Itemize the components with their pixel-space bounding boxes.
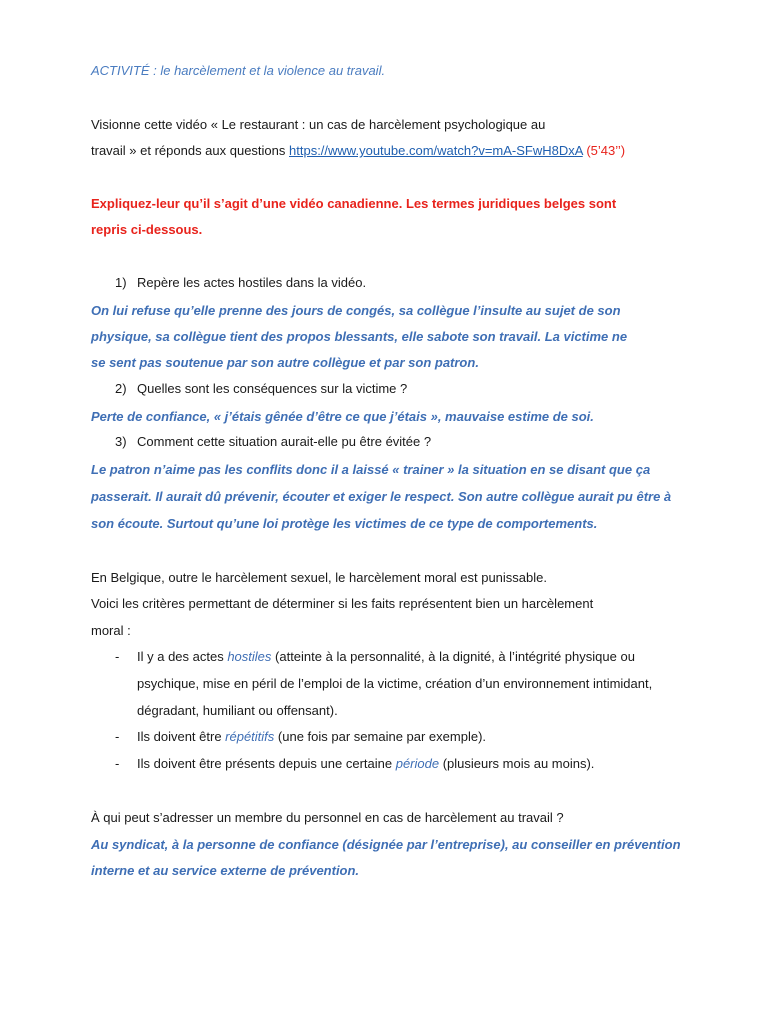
answer-1-line-2: physique, sa collègue tient des propos blessants, elle sabote son travail. La victime ne	[91, 329, 628, 344]
video-duration: (5’43’’)	[586, 143, 626, 158]
intro-line-1: Visionne cette vidéo « Le restaurant : un cas de harcèlement psychologique au	[91, 117, 546, 132]
criterion-2-dash: -	[115, 729, 120, 744]
criterion-3	[137, 756, 594, 771]
criterion-1-cont-2: dégradant, humiliant ou offensant).	[137, 703, 338, 718]
criterion-2-post: (une fois par semaine par exemple).	[274, 729, 487, 744]
criterion-3-dash: -	[115, 756, 120, 771]
answer-2-line-1: Perte de confiance, « j’étais gênée d’être ce que j’étais », mauvaise estime de soi.	[91, 409, 594, 424]
belgium-line-1: En Belgique, outre le harcèlement sexuel, le harcèlement moral est punissable.	[91, 570, 547, 585]
youtube-link[interactable]: https://www.youtube.com/watch?v=mA-SFwH8DxA	[289, 143, 583, 158]
final-question: À qui peut s’adresser un membre du personnel en cas de harcèlement au travail ?	[91, 810, 564, 825]
intro-line-2	[91, 142, 625, 159]
answer-3-line-2: passerait. Il aurait dû prévenir, écouter et exiger le respect. Son autre collègue aurait pu être à	[91, 489, 672, 504]
criterion-1-dash: -	[115, 649, 120, 664]
question-3-text: Comment cette situation aurait-elle pu être évitée ?	[137, 434, 432, 449]
question-2-number: 2)	[115, 381, 127, 396]
criterion-1	[137, 649, 635, 664]
criterion-2-keyword: répétitifs	[225, 729, 275, 744]
activity-title: ACTIVITÉ : le harcèlement et la violence au travail.	[91, 63, 386, 78]
question-2-text: Quelles sont les conséquences sur la victime ?	[137, 381, 408, 396]
teacher-note-line-2: repris ci-dessous.	[91, 222, 203, 237]
question-3-number: 3)	[115, 434, 127, 449]
final-answer-line-1: Au syndicat, à la personne de confiance (désignée par l’entreprise), au conseiller en prévention	[91, 837, 681, 852]
criterion-1-cont-1: psychique, mise en péril de l’emploi de la victime, création d’un environnement intimidant,	[137, 676, 653, 691]
answer-1-line-1: On lui refuse qu’elle prenne des jours de congés, sa collègue l’insulte au sujet de son	[91, 303, 621, 318]
teacher-note-line-1: Expliquez-leur qu’il s’agit d’une vidéo canadienne. Les termes juridiques belges sont	[91, 196, 617, 211]
criterion-3-post: (plusieurs mois au moins).	[439, 756, 595, 771]
question-1-number: 1)	[115, 275, 127, 290]
answer-1-line-3: se sent pas soutenue par son autre collègue et par son patron.	[91, 355, 479, 370]
final-answer-line-2: interne et au service externe de prévention.	[91, 863, 360, 878]
answer-3-line-1: Le patron n’aime pas les conflits donc il a laissé « trainer » la situation en se disant que ça	[91, 462, 651, 477]
criterion-1-pre: Il y a des actes	[137, 649, 228, 664]
question-1-text: Repère les actes hostiles dans la vidéo.	[137, 275, 367, 290]
criterion-2	[137, 729, 486, 744]
criterion-3-pre: Ils doivent être présents depuis une certaine	[137, 756, 396, 771]
criterion-1-keyword: hostiles	[227, 649, 272, 664]
criterion-1-post: (atteinte à la personnalité, à la dignité, à l’intégrité physique ou	[271, 649, 635, 664]
belgium-line-3: moral :	[91, 623, 131, 638]
criterion-2-pre: Ils doivent être	[137, 729, 226, 744]
criterion-3-keyword: période	[395, 756, 440, 771]
intro-line-2-text: travail » et réponds aux questions	[91, 143, 290, 158]
belgium-line-2: Voici les critères permettant de déterminer si les faits représentent bien un harcèlement	[91, 596, 594, 611]
answer-3-line-3: son écoute. Surtout qu’une loi protège les victimes de ce type de comportements.	[91, 516, 598, 531]
